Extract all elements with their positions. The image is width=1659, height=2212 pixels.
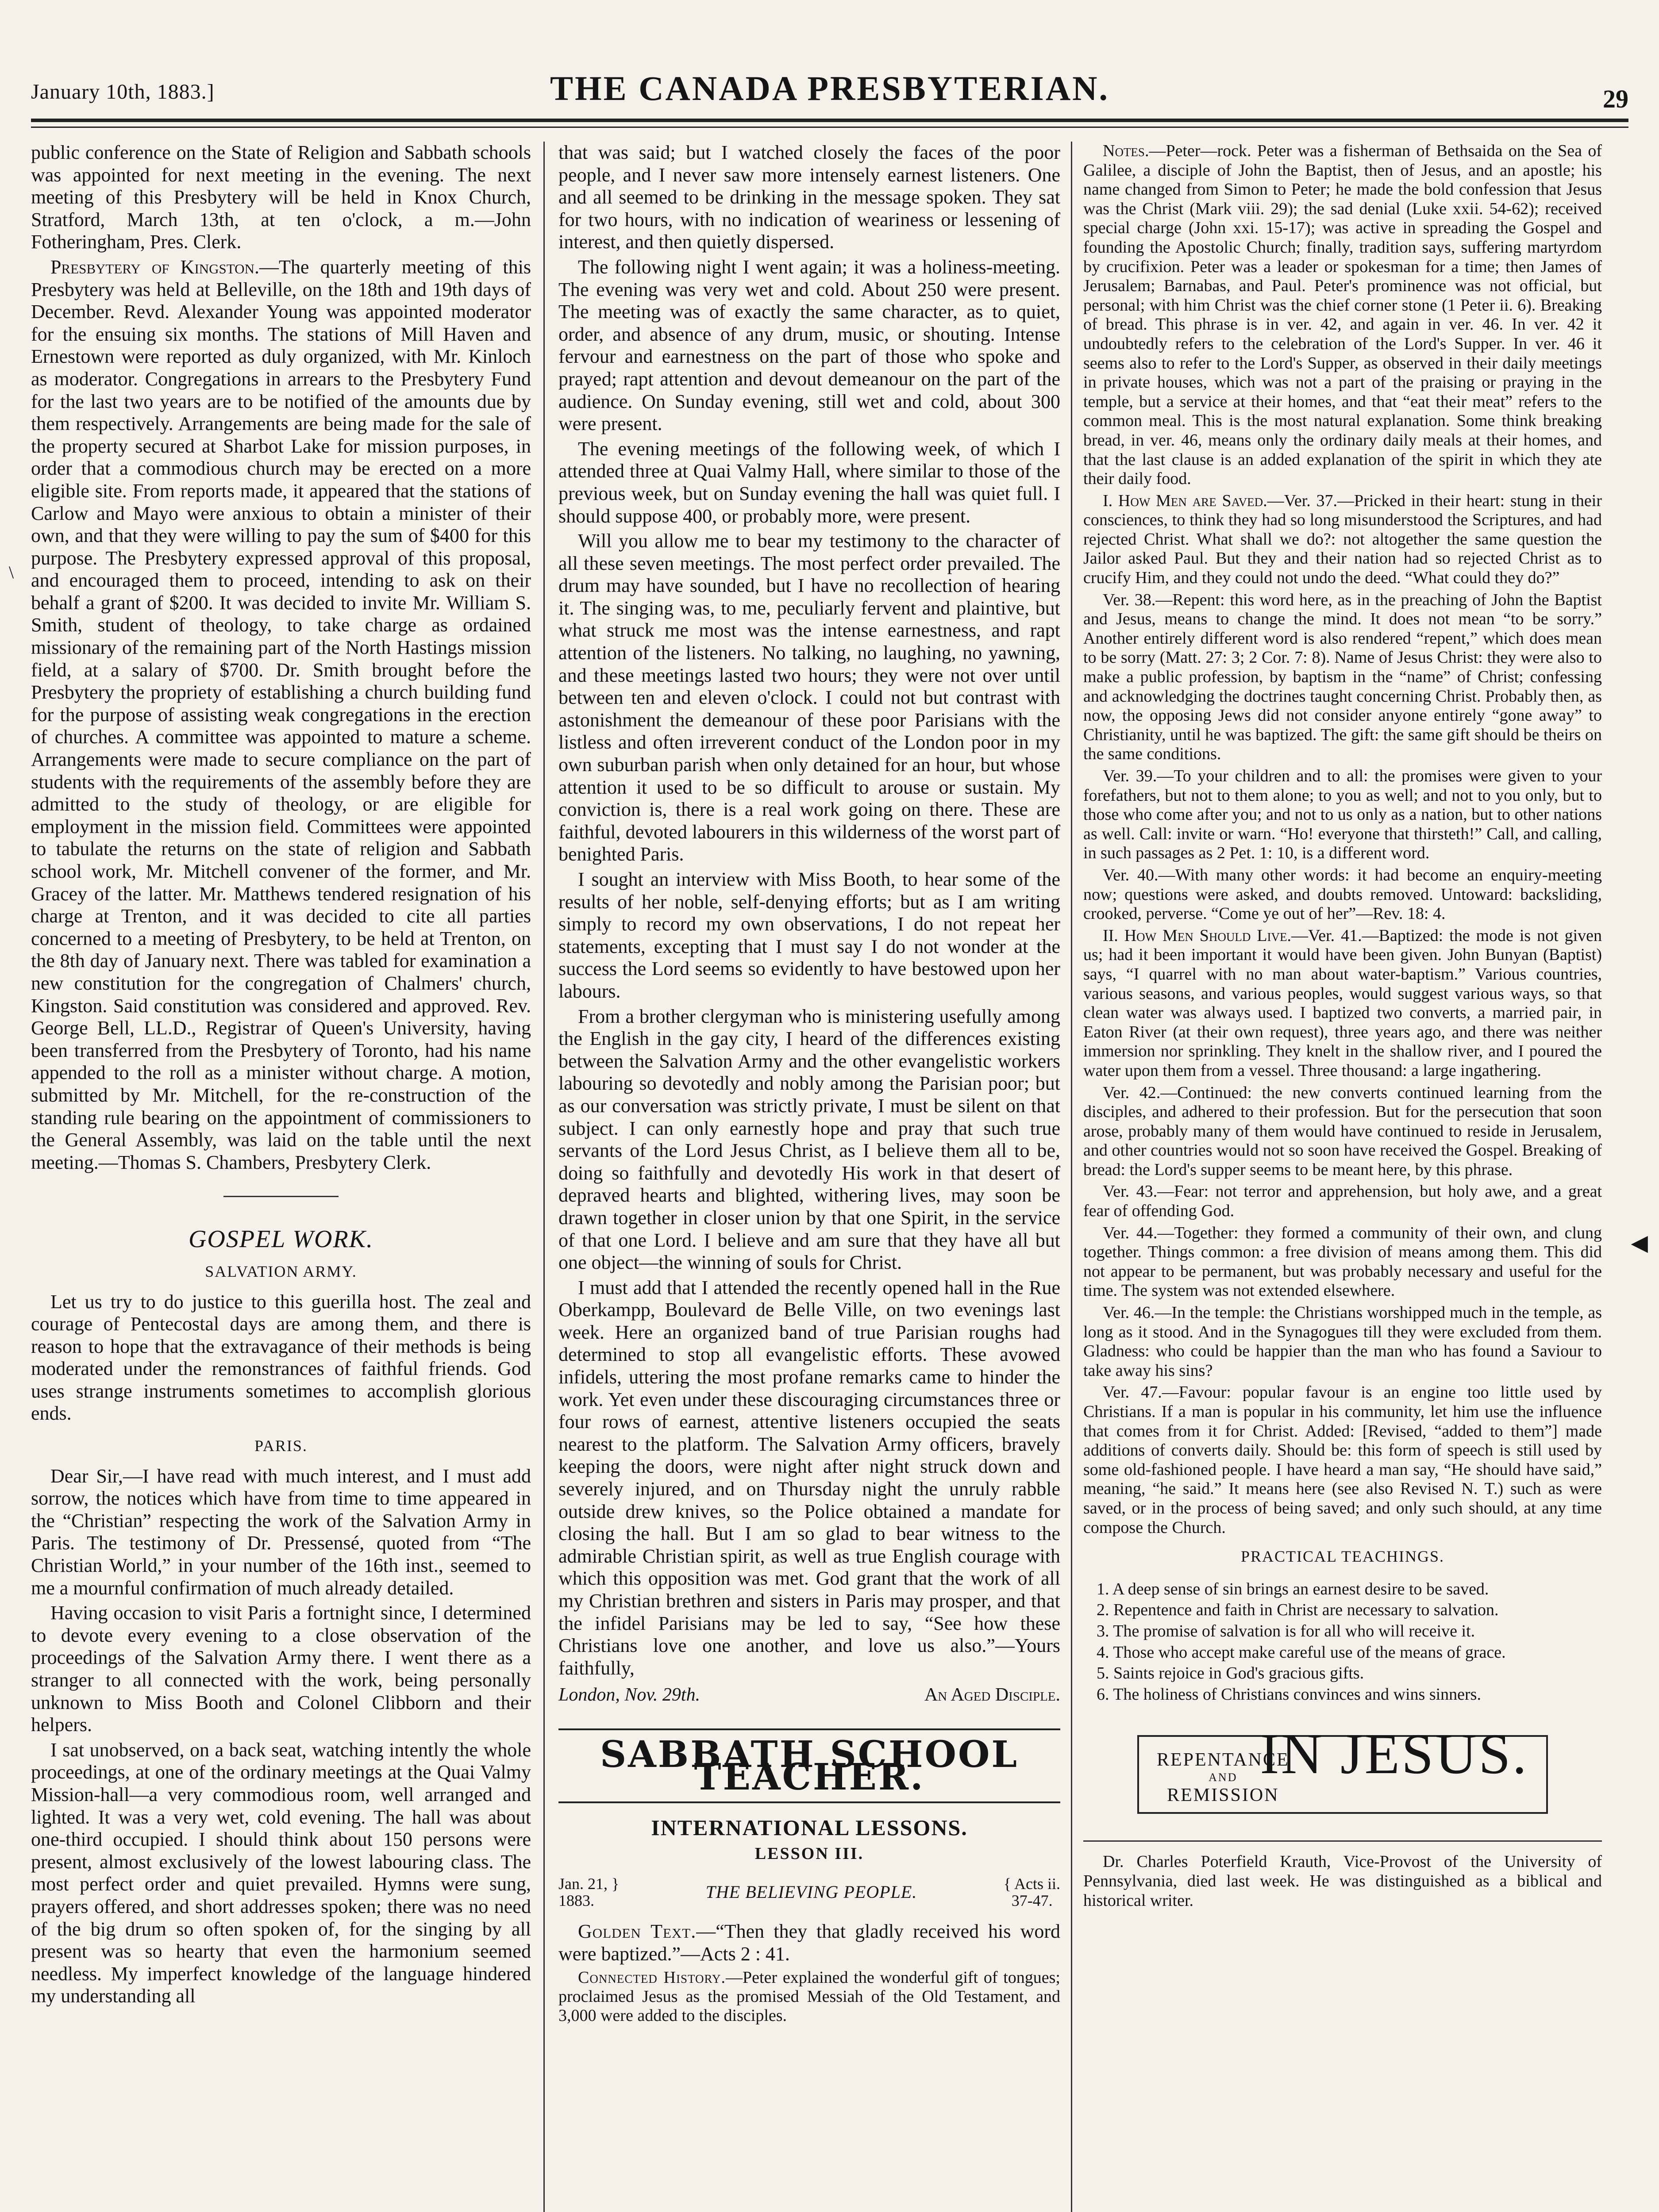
sabbath-school-teacher-banner: SABBATH SCHOOL TEACHER. — [558, 1728, 1060, 1803]
notes-body: —Peter—rock. Peter was a fisherman of Bethsaida on the Sea of Galilee, a disciple of John the Baptist, then of Jesus, and an apostle; his name changed from Simon to Peter; he made the bold confession that Jesus was the Christ (Mark viii. 29); the sad denial (Luke xxii. 54-62); received special charge (John xxi. 15-17); was active in spreading the Gospel and founding the Apostolic Church; finally, tradition says, suffering martyrdom by crucifixion. Peter was a leader or spokesman for a time; then James of Jerusalem; Barnabas, and Paul. Peter's prominence was not official, but personal; with him Christ was the chief corner stone (1 Peter ii. 6). Breaking of bread. This phrase is in ver. 42, and again in ver. 46. In ver. 42 it undoubtedly refers to the celebration of the Lord's Supper. In ver. 46 it seems also to refer to the Lord's Supper, as observed in their daily meetings in private houses, which was not a part of the praising or praying in the temple, but a service at their homes, and that “eat their meat” refers to the common meal. This is the most natural explanation. Some think breaking bread, in ver. 46, means only the ordinary daily meals at their homes, and that the last clause is an added explanation of the spirit in which they ate their daily food. — [1083, 142, 1602, 488]
verse-40-note: Ver. 40.—With many other words: it had become an enquiry-meeting now; questions were asked, and doubts removed. Untoward: backsliding, crooked, perverse. “Come ye out of her”—Rev. 18: 4. — [1083, 865, 1602, 923]
paris-subheading: PARIS. — [254, 1437, 308, 1455]
lesson-number: LESSON III. — [754, 1844, 864, 1863]
kingston-body: —The quarterly meeting of this Presbytery was held at Belleville, on the 18th and 19th days of December. Revd. Alexander Young was appointed moderator for the ensuing six months. The stations of Mill Haven and Ernestown were reported as duly organized, with Mr. Kinloch as moderator. Congregations in arrears to the Presbytery Fund for the last two years are to be notified of the amounts due by them respectively. Arrangements are being made for the sale of the property secured at Sharbot Lake for mission purposes, in order that a commodious church may be erected on a more eligible site. From reports made, it appeared that the stations of Carlow and Mayo were anxious to obtain a minister of their own, and that they were willing to pay the sum of $400 for this purpose. The Presbytery expressed approval of this proposal, and encouraged them to proceed, intending to ask on their behalf a grant of $200. It was decided to invite Mr. William S. Smith, student of theology, to take charge as ordained missionary of the remaining part of the North Hastings mission field, at a salary of $700. Dr. Smith brought before the Presbytery the propriety of establishing a church building fund for the purpose of assisting weak congregations in the erection of churches. A committee was appointed to mature a scheme. Arrangements were made to secure compliance on the part of students with the requirements of the assembly before they are admitted to the study of theology, or are eligible for employment in the mission field. Committees were appointed to tabulate the returns on the state of religion and Sabbath school work, Mr. Mitchell convener of the former, and Mr. Gracey of the latter. Mr. Matthews tendered resignation of his charge at Trenton, and it was decided to cite all parties concerned to a meeting of Presbytery, to be held at Trenton, on the 8th day of January next. There was tabled for examination a new constitution for the congregation of Chalmers' church, Kingston. Said constitution was considered and approved. Rev. George Bell, LL.D., Registrar of Queen's University, having been transferred from the Presbytery of Toronto, had his name appended to the roll as a minister without charge. A motion, submitted by Mr. Mitchell, for the re-construction of the standing rule bearing on the appointment of commissioners to the General Assembly, was laid on the table until the next meeting.—Thomas S. Chambers, Presbytery Clerk. — [31, 256, 531, 1173]
verse-47-note: Ver. 47.—Favour: popular favour is an engine too little used by Christians. If a man is popular in his community, let him use the influence that comes from it for Christ. Added: [Revised, “added to them”] made additions of converts daily. Should be: this form of speech is still used by some old-fashioned people. I have heard a man say, “He should have said,” meaning, “he said.” It means here (see also Revised N. T.) such as were saved, or in the process of being saved; and only such should, at any time compose the Church. — [1083, 1383, 1602, 1537]
lesson-date-year: 1883. — [558, 1892, 594, 1910]
how-men-should-live — [1083, 926, 1602, 1081]
international-lessons-heading: INTERNATIONAL LESSONS. — [651, 1815, 968, 1840]
presbytery-kingston-report — [31, 256, 531, 1174]
golden-text-label: Golden Text. — [578, 1920, 697, 1943]
and-word: AND — [1209, 1771, 1238, 1784]
column-divider-1 — [543, 142, 545, 2212]
lesson-date-day: Jan. 21, — [558, 1875, 608, 1893]
column-2 — [558, 142, 1060, 2028]
list-item: 6. The holiness of Christians convinces and wins sinners. — [1097, 1685, 1481, 1704]
letter-following-night: The following night I went again; it was a holiness-meeting. The evening was very wet and cold. About 250 were present. The meeting was of exactly the same character, as to quiet, order, and absence of any drum, music, or shouting. Intense fervour and earnestness on the part of those who spoke and prayed; rapt attention and devout demeanour on the part of the audience. On Sunday evening, still wet and cold, about 300 were present. — [558, 256, 1060, 435]
connected-history-label: Connected History. — [578, 1968, 726, 1987]
column-divider-2 — [1071, 142, 1072, 2212]
how-men-are-saved — [1083, 492, 1602, 588]
section-i-body: —Ver. 37.—Pricked in their heart: stung in their consciences, to think they had so long misunderstood the Scriptures, and had rejected Christ. What shall we do?: not altogether the same question the Jailor asked Paul. But they and their nation had so rejected Christ as to crucify Him, and they could not undo the deed. “What could they do?” — [1083, 491, 1602, 588]
letter-signature — [558, 1684, 1060, 1706]
issue-date: January 10th, 1883.] — [31, 80, 215, 104]
margin-arrow-mark: ◀ — [1631, 1230, 1648, 1255]
section-rule — [1083, 1840, 1602, 1842]
list-item: 3. The promise of salvation is for all who will receive it. — [1097, 1621, 1475, 1640]
in-jesus-text: IN JESUS. — [1260, 1722, 1528, 1786]
connected-history — [558, 1968, 1060, 2025]
gospel-work-heading: GOSPEL WORK. — [188, 1225, 374, 1253]
list-item: 4. Those who accept make careful use of the means of grace. — [1097, 1643, 1506, 1662]
connected-history-body: —Peter explained the wonderful gift of tongues; proclaimed Jesus as the promised Messiah of the Old Testament, and 3,000 were added to the disciples. — [558, 1968, 1060, 2025]
letter-evening-meetings: The evening meetings of the following week, of which I attended three at Quai Valmy Hall, where similar to those of the previous week, but on Sunday evening the hall was quiet full. I should suppose 400, or probably more, were present. — [558, 438, 1060, 527]
verse-43-note: Ver. 43.—Fear: not terror and apprehension, but holy awe, and a great fear of offending God. — [1083, 1182, 1602, 1221]
golden-text — [558, 1920, 1060, 1965]
letter-author: An Aged Disciple. — [924, 1685, 1060, 1705]
notes-label: Notes. — [1103, 142, 1149, 160]
margin-mark: \ — [9, 562, 14, 582]
letter-continued: that was said; but I watched closely the faces of the poor people, and I never saw more intensely earnest listeners. One and all seemed to be drinking in the message spoken. They sat for two hours, with no indication of weariness or lessening of interest, and then quietly dispersed. — [558, 142, 1060, 253]
presbytery-stratford-tail: public conference on the State of Religion and Sabbath schools was appointed for next meeting in the evening. The next meeting of this Presbytery will be held in Knox Church, Stratford, March 13th, at ten o'clock, a m.—John Fotheringham, Pres. Clerk. — [31, 142, 531, 253]
letter-sat-unobserved: I sat unobserved, on a back seat, watching intently the whole proceedings, at one of the ordinary meetings at the Quai Valmy Mission-hall—a very commodious room, well arranged and lighted. It was a very wet, cold evening. The hall was about one-third occupied. I should think about 150 persons were present, almost exclusively of the lowest labouring class. The most perfect order and quiet prevailed. Hymns were sung, prayers offered, and short addresses spoken; there was no need of the big drum so often spoken of, for the singing by all present was so hearty that even the harmonium seemed needless. My imperfect knowledge of the language hindered my understanding all — [31, 1739, 531, 2007]
lesson-date: Jan. 21, } 1883. — [558, 1875, 620, 1910]
salvation-army-subheading: SALVATION ARMY. — [205, 1262, 357, 1280]
section-rule — [223, 1196, 339, 1197]
lesson-info-row — [558, 1875, 1060, 1909]
letter-place-date: London, Nov. 29th. — [558, 1685, 701, 1705]
repentance-box — [1137, 1722, 1548, 1814]
header-rule-thin — [31, 127, 1628, 128]
verse-38-note: Ver. 38.—Repent: this word here, as in the preaching of John the Baptist and Jesus, means to change the mind. It does not mean “to be sorry.” Another entirely different word is also rendered “repent,” which does mean to be sorry (Matt. 27: 3; 2 Cor. 7: 8). Name of Jesus Christ: they were also to make a public profession, by baptism in the “name” of Christ; confessing and acknowledging the doctrines taught concerning Christ. Probably then, as now, the opposing Jews did not consider anyone entirely “gone away” to Christianity, until he was baptized. The gift: the same gift should be theirs on the same conditions. — [1083, 590, 1602, 764]
newspaper-title: THE CANADA PRESBYTERIAN. — [550, 69, 1110, 108]
krauth-obituary: Dr. Charles Poterfield Krauth, Vice-Provost of the University of Pennsylvania, died last week. He was distinguished as a biblical and historical writer. — [1083, 1852, 1602, 1910]
letter-brother-clergyman: From a brother clergyman who is ministering usefully among the English in the gay city, I heard of the differences existing between the Salvation Army and the other evangelistic workers labouring so devotedly and nobly among the Parisian poor; but as our conversation was strictly private, I must be silent on that subject. I can only earnestly hope and pray that such true servants of the Lord Jesus Christ, as I believe them all to be, doing so faithfully and devotedly His work in that desert of depraved hearts and blighted, withering lives, may soon be drawn together in closer union by that one Spirit, in the service of that one Lord. I believe and am sure that they have all but one object—the winning of souls for Christ. — [558, 1005, 1060, 1274]
practical-teachings-list — [1083, 1580, 1602, 1705]
remission-word: REMISSION — [1167, 1785, 1279, 1806]
column-1 — [31, 142, 531, 2010]
list-item: 5. Saints rejoice in God's gracious gifts. — [1097, 1664, 1364, 1683]
section-ii-body: —Ver. 41.—Baptized: the mode is not given us; had it been important it would have been given. John Bunyan (Baptist) says, “I quarrel with no man about water-baptism.” Various countries, various seasons, and various peoples, would suggest various ways, so that clean water was always used. I baptized two converts, a married pair, in Eaton River (at their own request), three years ago, and there was neither immersion nor sprinkling. They knelt in the shallow river, and I poured the water upon them from a vessel. Three thousand: a large ingathering. — [1083, 926, 1602, 1080]
verse-44-note: Ver. 44.—Together: they formed a community of their own, and clung together. Things common: a free division of means among them. This did not appear to be permanent, but was probably necessary and useful for the time. The system was not extended elsewhere. — [1083, 1223, 1602, 1300]
repentance-word: REPENTANCE — [1157, 1750, 1289, 1770]
section-ii-heading: II. How Men Should Live. — [1103, 926, 1292, 945]
verse-46-note: Ver. 46.—In the temple: the Christians worshipped much in the temple, as long as it stood. And in the Synagogues till they were excluded from them. Gladness: who could be happier than the man who has found a Saviour to take away his sins? — [1083, 1303, 1602, 1380]
masthead — [31, 66, 1628, 119]
golden-text-body: —“Then they that gladly received his word were baptized.”—Acts 2 : 41. — [558, 1920, 1060, 1965]
header-rule — [31, 119, 1628, 122]
salvation-army-intro: Let us try to do justice to this guerilla host. The zeal and courage of Pentecostal days are among them, and there is reason to hope that the extravagance of their methods is being moderated under the remonstrances of faithful friends. God uses strange instruments sometimes to accomplish glorious ends. — [31, 1290, 531, 1425]
section-i-heading: I. How Men are Saved. — [1103, 491, 1267, 510]
practical-teachings-heading: PRACTICAL TEACHINGS. — [1240, 1548, 1445, 1566]
list-item: 2. Repentence and faith in Christ are necessary to salvation. — [1097, 1601, 1499, 1620]
letter-rue-oberkampp: I must add that I attended the recently opened hall in the Rue Oberkampp, Boulevard de Belle Ville, on two evenings last week. Here an organized band of true Parisian roughs had determined to stop all evangelistic efforts. These avowed infidels, uttering the most profane remarks came to hinder the work. Yet even under these discouraging circumstances three or four rows of earnest, attentive listeners occupied the seats nearest to the platform. The Salvation Army officers, bravely keeping the doors, were night after night struck down and severely injured, and on Thursday night the unruly rabble outside drew knives, so the Police obtained a mandate for closing the hall. But I am so glad to bear witness to the admirable Christian spirit, as well as true English courage with which this opposition was met. God grant that the work of all my Christian brethren and sisters in Paris may prosper, and that the infidel Parisians may be led to say, “See how these Christians love one another, and love us also.”—Yours faithfully, — [558, 1276, 1060, 1679]
letter-having-occasion: Having occasion to visit Paris a fortnight since, I determined to devote every evening to a close observation of the proceedings of the Salvation Army there. I went there as a stranger to all connected with the work, being personally unknown to Miss Booth and Colonel Clibborn and their helpers. — [31, 1602, 531, 1736]
lesson-ref-verses: 37-47. — [1011, 1892, 1053, 1910]
letter-dear-sir: Dear Sir,—I have read with much interest, and I must add sorrow, the notices which have from time to time appeared in the “Christian” respecting the work of the Salvation Army in Paris. The testimony of Dr. Pressensé, quoted from “The Christian World,” in your number of the 16th inst., seemed to me a mournful confirmation of much already detailed. — [31, 1465, 531, 1599]
lesson-title: THE BELIEVING PEOPLE. — [705, 1882, 917, 1902]
lesson-ref-book: Acts ii. — [1014, 1875, 1060, 1893]
lesson-reference: { Acts ii. 37-47. — [1003, 1875, 1060, 1910]
letter-testimony: Will you allow me to bear my testimony to the character of all these seven meetings. The most perfect order prevailed. The drum may have sounded, but I have no recollection of hearing it. The singing was, to me, peculiarly fervent and plaintive, but what struck me most was the intense earnestness, and rapt attention of the listeners. No talking, no laughing, no yawning, and these meetings lasted two hours; they were not over until between ten and eleven o'clock. I could not but contrast with astonishment the demeanour of these poor Parisians with the listless and often irreverent conduct of the London poor in my own suburban parish when only detained for an hour, but whose attention it used to be so difficult to arouse or sustain. My conviction is, there is a real work going on there. These are faithful, devoted labourers in this wilderness of the worst part of benighted Paris. — [558, 530, 1060, 865]
list-item: 1. A deep sense of sin brings an earnest desire to be saved. — [1097, 1579, 1489, 1598]
verse-42-note: Ver. 42.—Continued: the new converts continued learning from the disciples, and adhered to their profession. But for the persecution that soon arose, probably many of them would have continued to reside in Jerusalem, and other countries would not so soon have received the Gospel. Breaking of bread: the Lord's supper seems to be meant here, by this phrase. — [1083, 1083, 1602, 1179]
page-number: 29 — [1603, 84, 1628, 113]
letter-miss-booth: I sought an interview with Miss Booth, to hear some of the results of her noble, self-denying efforts; but as I am writing simply to record my own observations, I do not repeat her statements, excepting that I must say I do not wonder at the success the Lord seems so evidently to have bestowed upon her labours. — [558, 868, 1060, 1002]
lesson-notes — [1083, 142, 1602, 489]
column-3 — [1083, 142, 1602, 1913]
verse-39-note: Ver. 39.—To your children and to all: the promises were given to your forefathers, but not to them alone; to you as well; and not to you only, but to those who come after you; and not to us only as a nation, but to other nations as well. Call: invite or warn. “Ho! everyone that thirsteth!” Call, and calling, in such passages as 2 Pet. 1: 10, is a different word. — [1083, 767, 1602, 863]
kingston-lead: Presbytery of Kingston. — [50, 256, 259, 278]
